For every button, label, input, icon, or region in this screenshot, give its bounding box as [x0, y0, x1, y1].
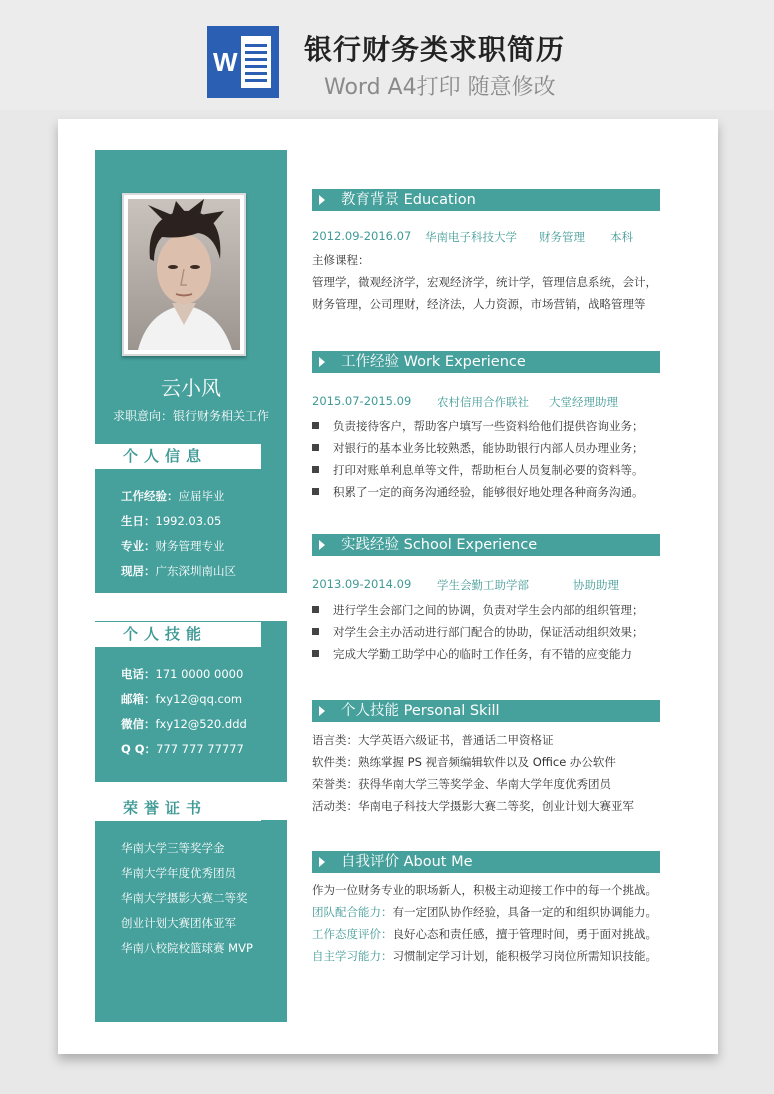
- personal-info-item: 生日：1992.03.05: [121, 514, 222, 528]
- about-item: 团队配合能力：有一定团队协作经验，具备一定的和组织协调能力。: [312, 905, 657, 919]
- honor-item: 华南大学年度优秀团员: [121, 866, 236, 880]
- contact-item: Q Q：777 777 77777: [121, 742, 244, 756]
- word-app-icon: [207, 26, 279, 98]
- school-period: 2013.09-2014.09: [312, 577, 412, 591]
- page-subtitle: Word A4打印 随意修改: [324, 75, 556, 100]
- honor-item: 华南大学三等奖学金: [121, 841, 225, 855]
- profile-photo: [128, 199, 240, 350]
- work-bullet: 负责接待客户，帮助客户填写一些资料给他们提供咨询业务；: [312, 418, 644, 434]
- personal-info-heading: 个人信息: [95, 444, 261, 469]
- bullet-icon: [312, 466, 319, 473]
- education-school: 华南电子科技大学: [425, 230, 517, 244]
- about-intro: 作为一位财务专业的职场新人，积极主动迎接工作中的每一个挑战。: [312, 883, 657, 897]
- work-role: 大堂经理助理: [549, 395, 618, 409]
- skill-line: 语言类：大学英语六级证书，普通话二甲资格证: [312, 733, 554, 747]
- school-heading: 实践经验 School Experience: [312, 534, 660, 556]
- work-bullet: 打印对账单利息单等文件，帮助柜台人员复制必要的资料等。: [312, 462, 644, 478]
- school-role: 协助助理: [573, 578, 619, 592]
- triangle-icon: [319, 195, 325, 205]
- contact-item: 微信：fxy12@520.ddd: [121, 717, 247, 731]
- work-heading: 工作经验 Work Experience: [312, 351, 660, 373]
- profile-photo-frame: [122, 193, 246, 356]
- about-item: 工作态度评价：良好心态和责任感，擅于管理时间，勇于面对挑战。: [312, 927, 657, 941]
- personal-info-item: 专业：财务管理专业: [121, 539, 225, 553]
- svg-text:W: W: [213, 47, 238, 77]
- triangle-icon: [319, 706, 325, 716]
- personal-info-item: 现居：广东深圳南山区: [121, 564, 236, 578]
- work-bullet: 积累了一定的商务沟通经验，能够很好地处理各种商务沟通。: [312, 484, 644, 500]
- education-degree: 本科: [610, 230, 633, 244]
- honor-item: 华南大学摄影大赛二等奖: [121, 891, 248, 905]
- work-org: 农村信用合作联社: [437, 395, 529, 409]
- sidebar-gap: [95, 593, 287, 621]
- bullet-icon: [312, 488, 319, 495]
- work-bullet: 对银行的基本业务比较熟悉，能协助银行内部人员办理业务；: [312, 440, 644, 456]
- candidate-name: 云小风: [161, 376, 221, 400]
- skill-line: 荣誉类：获得华南大学三等奖学金、华南大学年度优秀团员: [312, 777, 611, 791]
- school-org: 学生会勤工助学部: [437, 578, 529, 592]
- bullet-icon: [312, 606, 319, 613]
- honor-item: 创业计划大赛团体亚军: [121, 916, 236, 930]
- contact-item: 电话：171 0000 0000: [121, 667, 244, 681]
- page-title: 银行财务类求职简历: [304, 33, 566, 66]
- courses-label: 主修课程：: [312, 253, 370, 267]
- honor-item: 华南八校院校篮球赛 MVP: [121, 941, 253, 955]
- bullet-icon: [312, 650, 319, 657]
- skill-line: 活动类：华南电子科技大学摄影大赛二等奖，创业计划大赛亚军: [312, 799, 634, 813]
- bullet-icon: [312, 444, 319, 451]
- bullet-icon: [312, 628, 319, 635]
- contact-item: 邮箱：fxy12@qq.com: [121, 692, 243, 706]
- courses-line: 管理学，微观经济学，宏观经济学，统计学，管理信息系统，会计，: [312, 275, 657, 289]
- triangle-icon: [319, 357, 325, 367]
- about-heading: 自我评价 About Me: [312, 851, 660, 873]
- education-period: 2012.09-2016.07: [312, 229, 412, 243]
- page-header: [0, 0, 774, 110]
- job-intent: 求职意向：银行财务相关工作: [112, 409, 269, 423]
- school-bullet: 对学生会主办活动进行部门配合的协助，保证活动组织效果；: [312, 624, 644, 640]
- courses-line: 财务管理，公司理财，经济法，人力资源，市场营销，战略管理等: [312, 297, 646, 311]
- skills-heading: 个人技能 Personal Skill: [312, 700, 660, 722]
- education-major: 财务管理: [539, 230, 585, 244]
- bullet-icon: [312, 422, 319, 429]
- honors-heading: 荣誉证书: [95, 796, 261, 821]
- school-bullet: 进行学生会部门之间的协调，负责对学生会内部的组织管理；: [312, 602, 644, 618]
- work-period: 2015.07-2015.09: [312, 394, 412, 408]
- triangle-icon: [319, 857, 325, 867]
- personal-info-item: 工作经验：应届毕业: [121, 489, 225, 503]
- school-bullet: 完成大学勤工助学中心的临时工作任务，有不错的应变能力: [312, 646, 632, 662]
- contact-heading: 个人技能: [95, 622, 261, 647]
- triangle-icon: [319, 540, 325, 550]
- education-heading: 教育背景 Education: [312, 189, 660, 211]
- about-item: 自主学习能力：习惯制定学习计划，能积极学习岗位所需知识技能。: [312, 949, 657, 963]
- skill-line: 软件类：熟练掌握 PS 视音频编辑软件以及 Office 办公软件: [312, 755, 616, 769]
